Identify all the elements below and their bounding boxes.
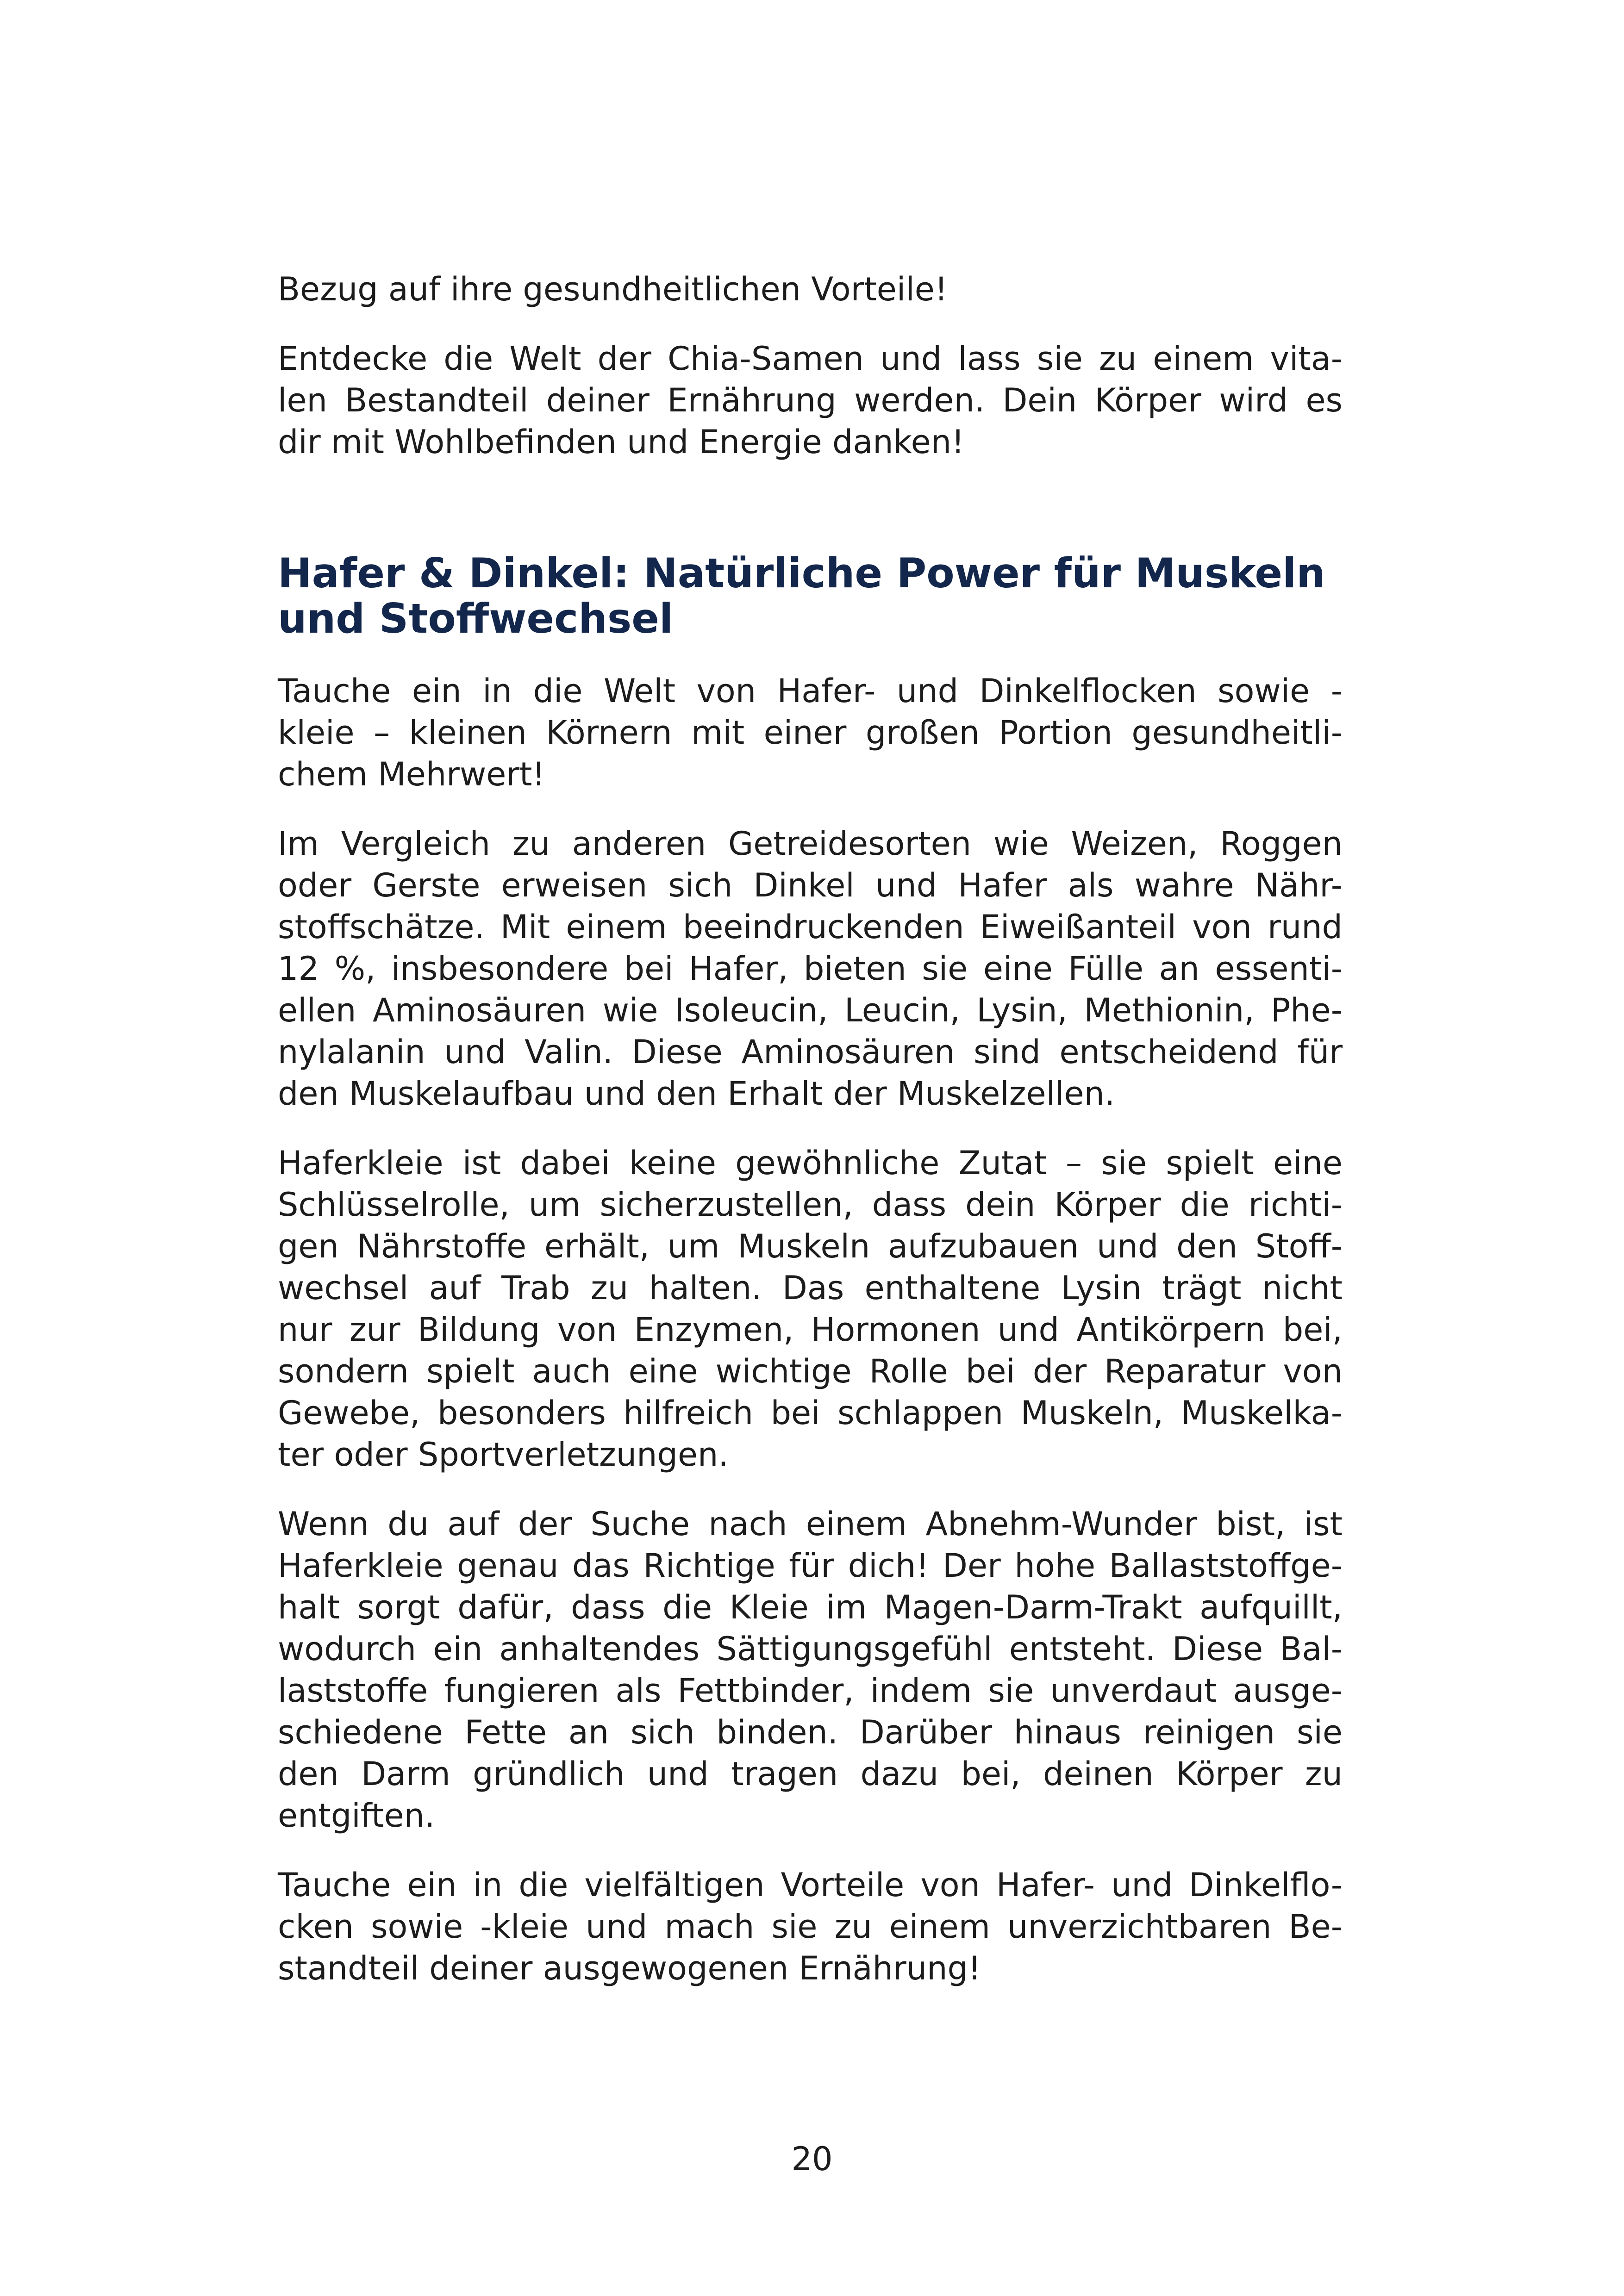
text-line: nur zur Bildung von Enzymen, Hormonen und Antikörpern bei, bbox=[278, 1311, 1343, 1349]
section-heading bbox=[278, 551, 1343, 641]
text-line: Entdecke die Welt der Chia-Samen und lass sie zu einem vita- bbox=[278, 340, 1343, 378]
text-line: kleie – kleinen Körnern mit einer großen Portion gesundheitli- bbox=[278, 714, 1343, 752]
text-line: nylalanin und Valin. Diese Aminosäuren sind entscheidend für bbox=[278, 1033, 1343, 1071]
text-line: cken sowie -kleie und mach sie zu einem unverzichtbaren Be- bbox=[278, 1908, 1343, 1946]
text-line: Tauche ein in die vielfältigen Vorteile von Hafer- und Dinkelflo- bbox=[278, 1866, 1343, 1904]
paragraph-chia-end bbox=[278, 268, 1343, 310]
text-line: laststoffe fungieren als Fettbinder, indem sie unverdaut ausge- bbox=[278, 1672, 1343, 1710]
text-line: Im Vergleich zu anderen Getreidesorten wie Weizen, Roggen bbox=[278, 825, 1343, 863]
text-line: den Darm gründlich und tragen dazu bei, deinen Körper zu bbox=[278, 1755, 1343, 1793]
text-line: Haferkleie genau das Richtige für dich! Der hohe Ballaststoffge- bbox=[278, 1547, 1343, 1585]
text-line: wechsel auf Trab zu halten. Das enthaltene Lysin trägt nicht bbox=[278, 1269, 1343, 1307]
text-line: Schlüsselrolle, um sicherzustellen, dass dein Körper die richti- bbox=[278, 1186, 1343, 1224]
paragraph-intro bbox=[278, 670, 1343, 795]
text-line: Tauche ein in die Welt von Hafer- und Dinkelflocken sowie - bbox=[278, 672, 1343, 710]
text-line: Bezug auf ihre gesundheitlichen Vorteile! bbox=[278, 270, 948, 308]
text-line: Haferkleie ist dabei keine gewöhnliche Zutat – sie spielt eine bbox=[278, 1144, 1343, 1182]
text-line: stoffschätze. Mit einem beeindruckenden Eiweißanteil von rund bbox=[278, 908, 1343, 946]
paragraph-nutrients bbox=[278, 823, 1343, 1114]
text-line: chem Mehrwert! bbox=[278, 755, 545, 793]
text-line: standteil deiner ausgewogenen Ernährung! bbox=[278, 1949, 981, 1987]
paragraph-chia-conclusion bbox=[278, 338, 1343, 463]
text-line: ter oder Sportverletzungen. bbox=[278, 1436, 729, 1474]
text-line: den Muskelaufbau und den Erhalt der Muskelzellen. bbox=[278, 1075, 1115, 1113]
text-line: dir mit Wohlbefinden und Energie danken! bbox=[278, 423, 965, 461]
page-content bbox=[278, 268, 1343, 2017]
text-line: sondern spielt auch eine wichtige Rolle bei der Reparatur von bbox=[278, 1352, 1343, 1390]
text-line: oder Gerste erweisen sich Dinkel und Hafer als wahre Nähr- bbox=[278, 866, 1343, 904]
paragraph-weight-loss bbox=[278, 1503, 1343, 1836]
paragraph-oat-bran bbox=[278, 1142, 1343, 1475]
heading-line: Hafer & Dinkel: Natürliche Power für Muskeln bbox=[278, 549, 1325, 597]
text-line: Wenn du auf der Suche nach einem Abnehm-Wunder bist, ist bbox=[278, 1505, 1343, 1543]
text-line: schiedene Fette an sich binden. Darüber hinaus reinigen sie bbox=[278, 1713, 1343, 1751]
text-line: entgiften. bbox=[278, 1797, 435, 1835]
text-line: Gewebe, besonders hilfreich bei schlappen Muskeln, Muskelka- bbox=[278, 1394, 1343, 1432]
text-line: 12 %, insbesondere bei Hafer, bieten sie eine Fülle an essenti- bbox=[278, 950, 1343, 988]
text-line: wodurch ein anhaltendes Sättigungsgefühl entsteht. Diese Bal- bbox=[278, 1630, 1343, 1668]
paragraph-conclusion bbox=[278, 1864, 1343, 1989]
page-number: 20 bbox=[791, 2140, 833, 2178]
heading-line: und Stoffwechsel bbox=[278, 595, 674, 642]
text-line: gen Nährstoffe erhält, um Muskeln aufzubauen und den Stoff- bbox=[278, 1227, 1343, 1265]
text-line: len Bestandteil deiner Ernährung werden. Dein Körper wird es bbox=[278, 381, 1343, 419]
text-line: ellen Aminosäuren wie Isoleucin, Leucin, Lysin, Methionin, Phe- bbox=[278, 991, 1343, 1029]
text-line: halt sorgt dafür, dass die Kleie im Magen-Darm-Trakt aufquillt, bbox=[278, 1588, 1343, 1626]
